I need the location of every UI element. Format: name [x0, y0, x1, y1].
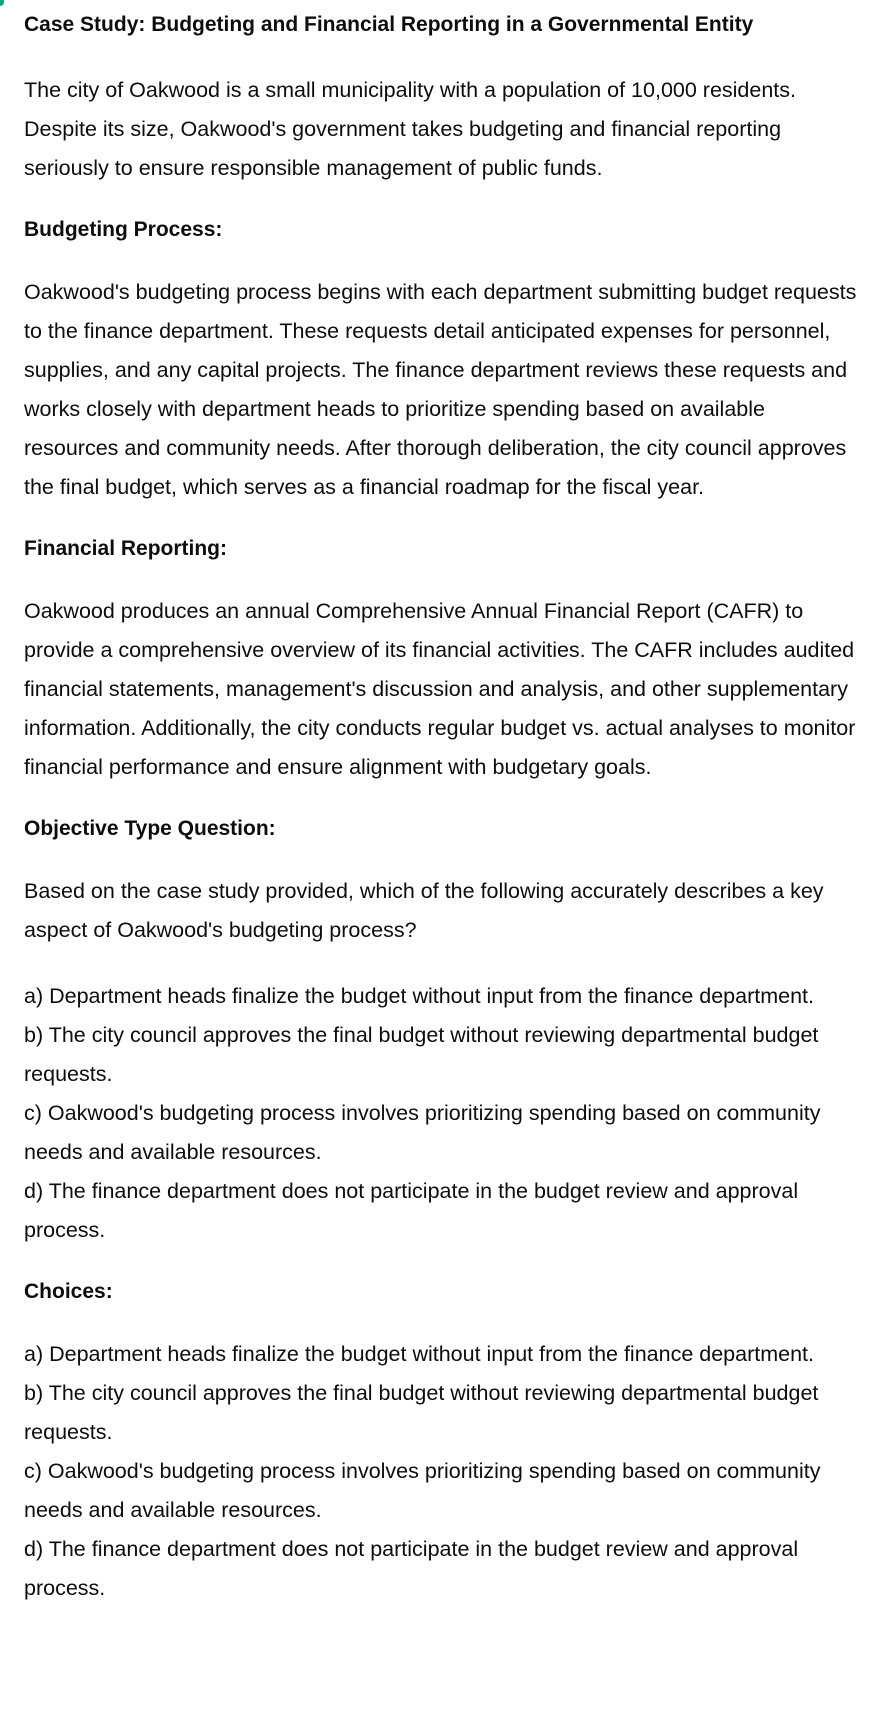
choice-option-d: d) The finance department does not participate in the budget review and approval process.: [24, 1537, 799, 1600]
choice-option-c: c) Oakwood's budgeting process involves prioritizing spending based on community needs and available resources.: [24, 1459, 821, 1522]
financial-reporting-paragraph: Oakwood produces an annual Comprehensive Annual Financial Report (CAFR) to provide a comprehensive overview of its financial activities. The CAFR includes audited financial statements, management's discussion and analysis, and other supplementary information. Additionally, the city conducts regular budget vs. actual analyses to monitor financial performance and ensure alignment with budgetary goals.: [24, 599, 856, 779]
budgeting-process-paragraph: Oakwood's budgeting process begins with each department submitting budget requests to the finance department. These requests detail anticipated expenses for personnel, supplies, and any capital projects. The finance department reviews these requests and works closely with department heads to prioritize spending based on available resources and community needs. After thorough deliberation, the city council approves the final budget, which serves as a financial roadmap for the fiscal year.: [24, 280, 857, 499]
question-option-a: a) Department heads finalize the budget without input from the finance department.: [24, 984, 814, 1008]
question-text: Based on the case study provided, which of the following accurately describes a key aspect of Oakwood's budgeting process?: [24, 879, 824, 942]
intro-paragraph: The city of Oakwood is a small municipality with a population of 10,000 residents. Despite its size, Oakwood's government takes budgeting and financial reporting seriously to ensure responsible management of public funds.: [24, 78, 797, 180]
objective-question-heading: Objective Type Question:: [24, 817, 276, 840]
choice-option-a: a) Department heads finalize the budget without input from the finance department.: [24, 1342, 814, 1366]
choices-heading: Choices:: [24, 1280, 113, 1303]
choice-option-b: b) The city council approves the final budget without reviewing departmental budget requests.: [24, 1381, 819, 1444]
question-option-d: d) The finance department does not participate in the budget review and approval process.: [24, 1179, 799, 1242]
question-option-c: c) Oakwood's budgeting process involves prioritizing spending based on community needs and available resources.: [24, 1101, 821, 1164]
case-study-title: Case Study: Budgeting and Financial Reporting in a Governmental Entity: [24, 13, 754, 36]
question-option-b: b) The city council approves the final budget without reviewing departmental budget requests.: [24, 1023, 819, 1086]
question-options-list: [24, 977, 864, 1250]
choices-list: [24, 1335, 864, 1608]
financial-reporting-heading: Financial Reporting:: [24, 537, 228, 560]
corner-accent-mark: [0, 0, 4, 6]
message-content: [24, 10, 864, 1635]
budgeting-process-heading: Budgeting Process:: [24, 218, 223, 241]
